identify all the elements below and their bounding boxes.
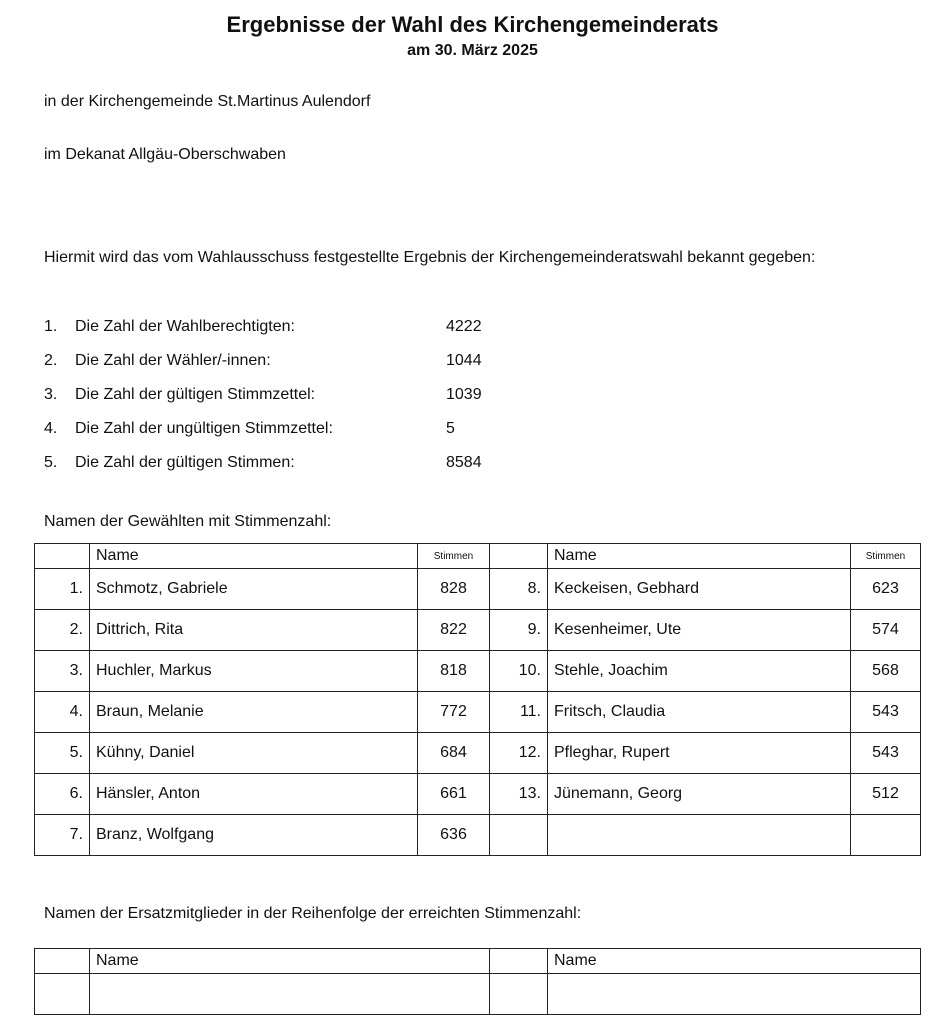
name-cell: Hänsler, Anton bbox=[90, 774, 418, 815]
stat-label: Die Zahl der Wähler/-innen: bbox=[75, 352, 271, 369]
rank-cell: 6. bbox=[35, 774, 90, 815]
rank-cell bbox=[35, 974, 90, 1015]
header-cell-votes: Stimmen bbox=[418, 544, 490, 569]
rank-cell: 3. bbox=[35, 651, 90, 692]
substitutes-heading: Namen der Ersatzmitglieder in der Reihenfolge der erreichten Stimmenzahl: bbox=[44, 905, 582, 922]
stat-value: 8584 bbox=[446, 454, 482, 471]
votes-cell: 623 bbox=[851, 569, 921, 610]
rank-cell: 7. bbox=[35, 815, 90, 856]
table-header-row bbox=[35, 544, 921, 569]
table-row bbox=[35, 733, 921, 774]
votes-cell: 512 bbox=[851, 774, 921, 815]
stat-label: Die Zahl der gültigen Stimmen: bbox=[75, 454, 295, 471]
stat-label: Die Zahl der gültigen Stimmzettel: bbox=[75, 386, 316, 403]
votes-cell: 543 bbox=[851, 692, 921, 733]
stat-value: 1044 bbox=[446, 352, 482, 369]
stat-row bbox=[44, 352, 564, 386]
rank-cell: 13. bbox=[490, 774, 548, 815]
stat-number: 2. bbox=[44, 352, 58, 369]
rank-cell: 12. bbox=[490, 733, 548, 774]
name-cell: Huchler, Markus bbox=[90, 651, 418, 692]
name-cell: Jünemann, Georg bbox=[548, 774, 851, 815]
votes-cell bbox=[851, 815, 921, 856]
statistics-list bbox=[44, 318, 564, 488]
votes-cell: 684 bbox=[418, 733, 490, 774]
header-cell-index bbox=[490, 544, 548, 569]
table-header-row bbox=[35, 949, 921, 974]
stat-value: 4222 bbox=[446, 318, 482, 335]
rank-cell bbox=[490, 974, 548, 1015]
header-cell-name: Name bbox=[548, 544, 851, 569]
intro-paragraph: Hiermit wird das vom Wahlausschuss festgestellte Ergebnis der Kirchengemeinderatswahl bekannt gegeben: bbox=[44, 249, 816, 266]
table-row bbox=[35, 774, 921, 815]
stat-row bbox=[44, 386, 564, 420]
votes-cell: 661 bbox=[418, 774, 490, 815]
name-cell bbox=[548, 815, 851, 856]
stat-label: Die Zahl der Wahlberechtigten: bbox=[75, 318, 295, 335]
stat-row bbox=[44, 454, 564, 488]
stat-number: 1. bbox=[44, 318, 58, 335]
document-title: Ergebnisse der Wahl des Kirchengemeinderats bbox=[226, 12, 719, 37]
table-row bbox=[35, 610, 921, 651]
stat-number: 3. bbox=[44, 386, 58, 403]
name-cell: Dittrich, Rita bbox=[90, 610, 418, 651]
rank-cell: 11. bbox=[490, 692, 548, 733]
rank-cell: 2. bbox=[35, 610, 90, 651]
name-cell: Stehle, Joachim bbox=[548, 651, 851, 692]
election-date: am 30. März 2025 bbox=[407, 42, 538, 59]
name-cell bbox=[90, 974, 490, 1015]
stat-number: 4. bbox=[44, 420, 58, 437]
rank-cell bbox=[490, 815, 548, 856]
stat-number: 5. bbox=[44, 454, 58, 471]
votes-cell: 568 bbox=[851, 651, 921, 692]
name-cell: Braun, Melanie bbox=[90, 692, 418, 733]
stat-value: 1039 bbox=[446, 386, 482, 403]
table-row bbox=[35, 651, 921, 692]
parish-line: in der Kirchengemeinde St.Martinus Aulendorf bbox=[44, 93, 371, 110]
name-cell bbox=[548, 974, 921, 1015]
votes-cell: 574 bbox=[851, 610, 921, 651]
votes-cell: 822 bbox=[418, 610, 490, 651]
stat-label: Die Zahl der ungültigen Stimmzettel: bbox=[75, 420, 333, 437]
header-cell-votes: Stimmen bbox=[851, 544, 921, 569]
name-cell: Fritsch, Claudia bbox=[548, 692, 851, 733]
header-cell-index bbox=[35, 544, 90, 569]
votes-cell: 828 bbox=[418, 569, 490, 610]
stat-row bbox=[44, 318, 564, 352]
votes-cell: 636 bbox=[418, 815, 490, 856]
name-cell: Pfleghar, Rupert bbox=[548, 733, 851, 774]
header-cell-index bbox=[490, 949, 548, 974]
rank-cell: 1. bbox=[35, 569, 90, 610]
dekanat-line: im Dekanat Allgäu-Oberschwaben bbox=[44, 146, 286, 163]
table-row bbox=[35, 815, 921, 856]
header-cell-name: Name bbox=[90, 949, 490, 974]
stat-row bbox=[44, 420, 564, 454]
elected-table bbox=[34, 543, 921, 856]
elected-heading: Namen der Gewählten mit Stimmenzahl: bbox=[44, 513, 332, 530]
header-cell-index bbox=[35, 949, 90, 974]
stat-value: 5 bbox=[446, 420, 455, 437]
rank-cell: 4. bbox=[35, 692, 90, 733]
votes-cell: 772 bbox=[418, 692, 490, 733]
rank-cell: 8. bbox=[490, 569, 548, 610]
name-cell: Kühny, Daniel bbox=[90, 733, 418, 774]
votes-cell: 818 bbox=[418, 651, 490, 692]
table-row bbox=[35, 569, 921, 610]
votes-cell: 543 bbox=[851, 733, 921, 774]
header-cell-name: Name bbox=[548, 949, 921, 974]
table-row bbox=[35, 692, 921, 733]
rank-cell: 5. bbox=[35, 733, 90, 774]
name-cell: Branz, Wolfgang bbox=[90, 815, 418, 856]
name-cell: Kesenheimer, Ute bbox=[548, 610, 851, 651]
name-cell: Schmotz, Gabriele bbox=[90, 569, 418, 610]
header-cell-name: Name bbox=[90, 544, 418, 569]
name-cell: Keckeisen, Gebhard bbox=[548, 569, 851, 610]
substitutes-table bbox=[34, 948, 921, 1015]
rank-cell: 9. bbox=[490, 610, 548, 651]
table-row bbox=[35, 974, 921, 1015]
rank-cell: 10. bbox=[490, 651, 548, 692]
